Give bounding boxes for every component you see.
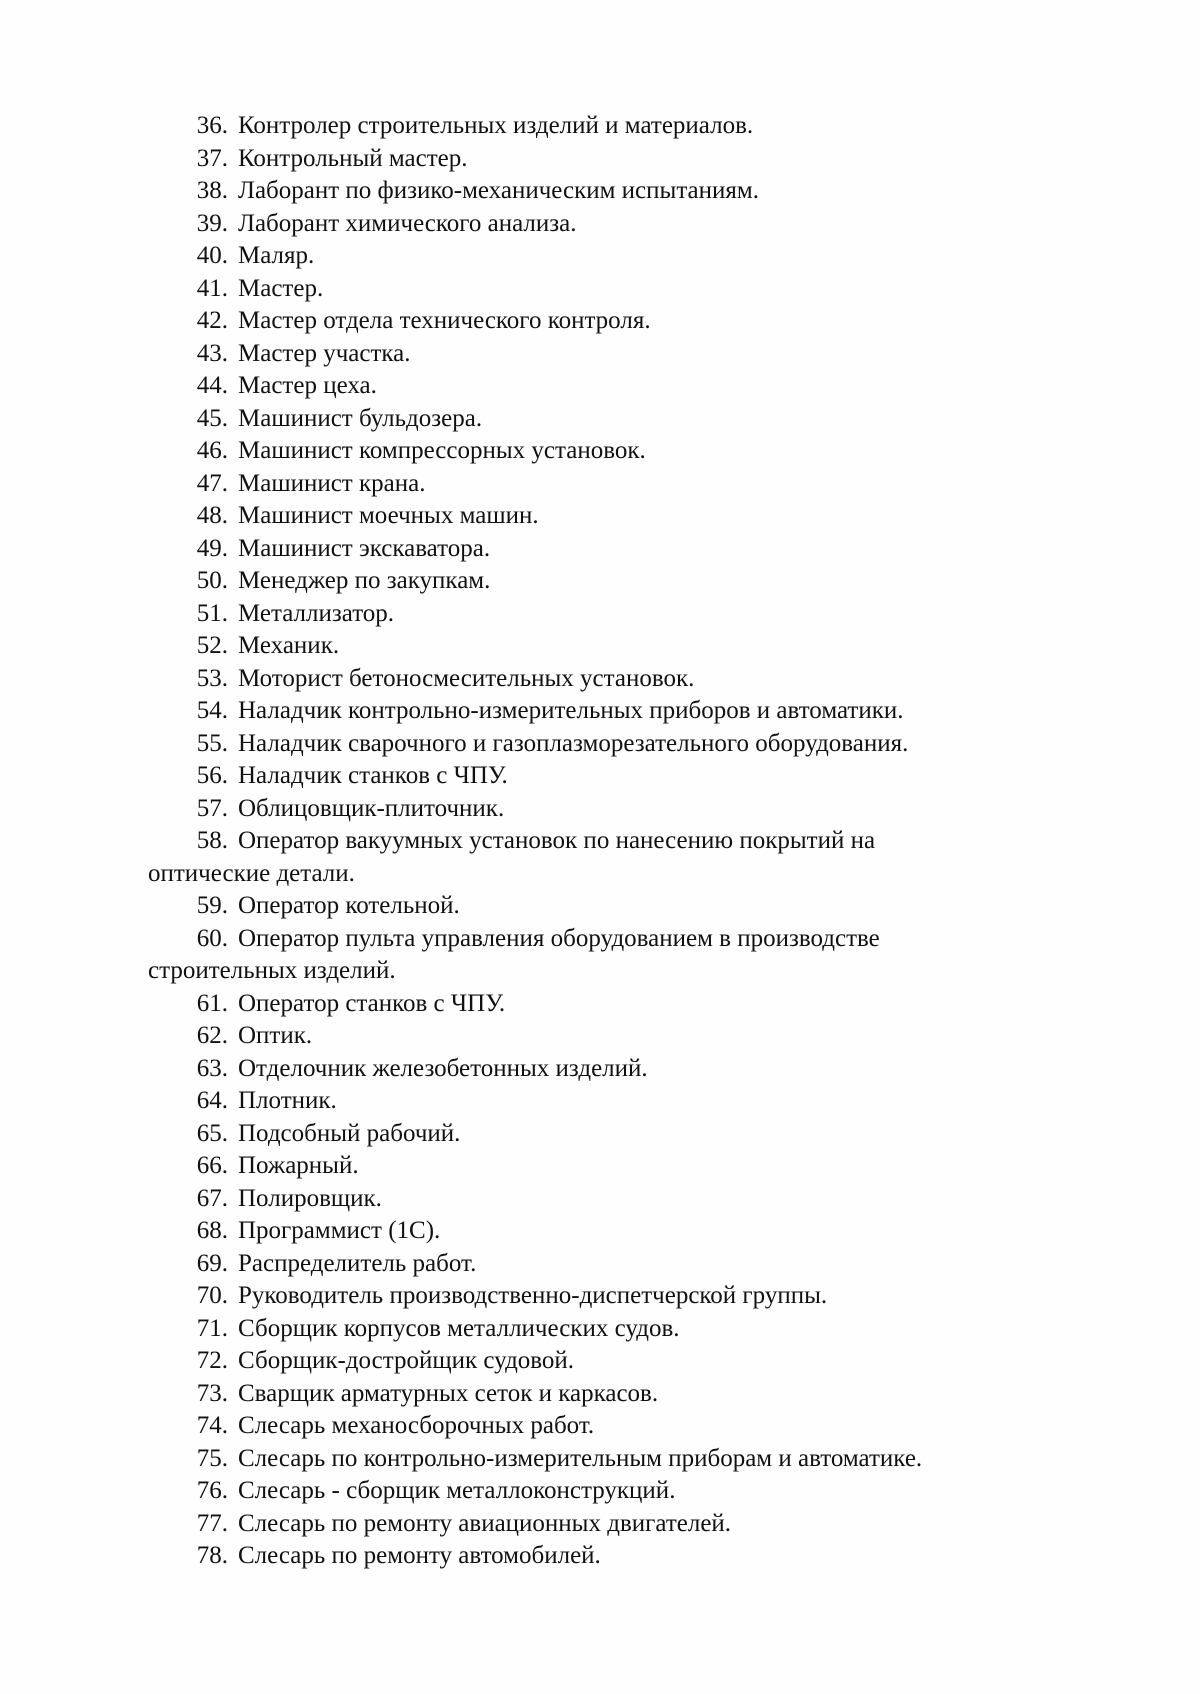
item-number: 50. [196, 567, 228, 594]
item-number: 70. [196, 1282, 228, 1309]
item-text: Отделочник железобетонных изделий. [238, 1054, 648, 1082]
list-item-line [162, 1150, 1052, 1183]
list-item-line [162, 1443, 1052, 1476]
list-item [162, 533, 1052, 566]
item-number: 43. [196, 339, 228, 367]
item-number: 65. [196, 1119, 228, 1147]
list-item [162, 695, 1052, 728]
list-item [162, 1345, 1052, 1378]
list-item-line [162, 1053, 1052, 1086]
list-item-line [162, 143, 1052, 176]
item-number: 40. [196, 242, 228, 269]
list-item-line [162, 468, 1052, 501]
list-item [162, 598, 1052, 631]
item-number: 67. [196, 1184, 228, 1212]
list-item [162, 1508, 1052, 1541]
item-text: Механик. [238, 632, 340, 659]
item-text: Мастер участка. [238, 339, 411, 367]
list-item-line [162, 598, 1052, 631]
item-text: Полировщик. [238, 1184, 382, 1212]
list-item-line [162, 208, 1052, 241]
item-text-continuation: оптические детали. [148, 859, 355, 887]
item-text: Оператор вакуумных установок по нанесению покрытий на [238, 827, 876, 854]
list-item-line [162, 630, 1052, 663]
item-number: 58. [196, 827, 228, 854]
list-item-line [162, 500, 1052, 533]
list-item-line [162, 1410, 1052, 1443]
list-item-line [162, 1508, 1052, 1541]
list-item-line [162, 1118, 1052, 1151]
list-item [162, 435, 1052, 468]
list-item-line [162, 695, 1052, 728]
list-item [162, 793, 1052, 826]
item-text: Контролер строительных изделий и материалов. [238, 112, 754, 139]
list-item [162, 175, 1052, 208]
list-item-line [162, 435, 1052, 468]
item-number: 59. [196, 892, 228, 919]
list-item-line [162, 273, 1052, 306]
list-item-line [162, 1345, 1052, 1378]
item-text: Мастер отдела технического контроля. [238, 307, 651, 334]
list-item-line [162, 663, 1052, 696]
list-item-line [162, 370, 1052, 403]
list-item-line [162, 338, 1052, 371]
item-number: 38. [196, 177, 228, 204]
list-item-line [162, 1085, 1052, 1118]
list-item-line [162, 760, 1052, 793]
list-item [162, 143, 1052, 176]
item-number: 63. [196, 1054, 228, 1082]
item-number: 60. [196, 924, 228, 952]
list-item-line [162, 1540, 1052, 1573]
item-text: Наладчик сварочного и газоплазморезательного оборудования. [238, 729, 909, 757]
list-item-line [162, 533, 1052, 566]
item-number: 53. [196, 664, 228, 692]
item-number: 52. [196, 632, 228, 659]
item-text: Наладчик контрольно-измерительных приборов и автоматики. [238, 697, 904, 724]
item-text: Оптик. [238, 1022, 313, 1049]
list-item [162, 760, 1052, 793]
list-item-line [162, 988, 1052, 1021]
list-item-line [162, 825, 1052, 858]
item-number: 73. [196, 1379, 228, 1407]
item-number: 62. [196, 1022, 228, 1049]
list-item-line [162, 923, 1052, 956]
list-item [162, 1475, 1052, 1508]
list-item [162, 1020, 1052, 1053]
item-number: 66. [196, 1152, 228, 1179]
item-text: Машинист компрессорных установок. [238, 437, 646, 464]
item-number: 61. [196, 989, 228, 1017]
item-text: Менеджер по закупкам. [238, 567, 491, 594]
item-text-continuation: строительных изделий. [148, 957, 396, 984]
list-item-line [162, 1020, 1052, 1053]
item-number: 46. [196, 437, 228, 464]
item-text: Металлизатор. [238, 599, 395, 627]
item-number: 76. [196, 1477, 228, 1504]
item-number: 39. [196, 209, 228, 237]
item-number: 42. [196, 307, 228, 334]
list-item [162, 1150, 1052, 1183]
list-item [162, 403, 1052, 436]
list-item-line [162, 1313, 1052, 1346]
list-item-line [162, 1215, 1052, 1248]
list-item [162, 370, 1052, 403]
list-item [148, 923, 1052, 988]
list-item [162, 1215, 1052, 1248]
list-item-line [162, 305, 1052, 338]
item-number: 57. [196, 794, 228, 822]
list-item [148, 825, 1052, 890]
list-item-line [162, 728, 1052, 761]
item-number: 71. [196, 1314, 228, 1342]
list-item [162, 500, 1052, 533]
list-item [162, 663, 1052, 696]
list-item-line [162, 1378, 1052, 1411]
list-item-line [162, 1183, 1052, 1216]
list-item [162, 338, 1052, 371]
list-item [162, 1540, 1052, 1573]
item-number: 41. [196, 274, 228, 302]
item-text: Мастер цеха. [238, 372, 377, 399]
item-text: Сварщик арматурных сеток и каркасов. [238, 1379, 659, 1407]
list-item-line [162, 240, 1052, 273]
list-item [162, 630, 1052, 663]
list-item-line [162, 403, 1052, 436]
item-number: 77. [196, 1509, 228, 1537]
list-item [162, 728, 1052, 761]
list-item [162, 1410, 1052, 1443]
item-number: 49. [196, 534, 228, 562]
item-text: Подсобный рабочий. [238, 1119, 461, 1147]
item-number: 54. [196, 697, 228, 724]
item-text: Руководитель производственно-диспетчерской группы. [238, 1282, 828, 1309]
list-item [162, 988, 1052, 1021]
item-text: Распределитель работ. [238, 1249, 477, 1277]
item-text: Сборщик корпусов металлических судов. [238, 1314, 680, 1342]
list-item-line [162, 1280, 1052, 1313]
item-number: 55. [196, 729, 228, 757]
list-item [162, 305, 1052, 338]
list-item [162, 565, 1052, 598]
list-item [162, 240, 1052, 273]
list-item-line [162, 565, 1052, 598]
item-text: Оператор пульта управления оборудованием в производстве [238, 924, 880, 952]
list-item [162, 1248, 1052, 1281]
item-text: Слесарь - сборщик металлоконструкций. [238, 1477, 676, 1504]
list-item [162, 1313, 1052, 1346]
item-text: Плотник. [238, 1087, 337, 1114]
item-text: Оператор котельной. [238, 892, 460, 919]
list-item-line [162, 793, 1052, 826]
item-text: Лаборант по физико-механическим испытаниям. [238, 177, 759, 204]
list-item [162, 890, 1052, 923]
item-text: Сборщик-достройщик судовой. [238, 1347, 575, 1374]
item-number: 75. [196, 1444, 228, 1472]
list-item-line [162, 175, 1052, 208]
profession-list [148, 110, 1052, 1573]
item-number: 44. [196, 372, 228, 399]
item-number: 68. [196, 1217, 228, 1244]
list-item [162, 110, 1052, 143]
item-number: 36. [196, 112, 228, 139]
list-item-line [162, 1248, 1052, 1281]
item-number: 47. [196, 469, 228, 497]
list-item [162, 1118, 1052, 1151]
item-number: 78. [196, 1542, 228, 1569]
item-number: 64. [196, 1087, 228, 1114]
list-item [162, 1085, 1052, 1118]
list-item-line [162, 890, 1052, 923]
item-text: Оператор станков с ЧПУ. [238, 989, 506, 1017]
item-number: 45. [196, 404, 228, 432]
item-number: 51. [196, 599, 228, 627]
item-number: 56. [196, 762, 228, 789]
item-number: 72. [196, 1347, 228, 1374]
item-text: Лаборант химического анализа. [238, 209, 577, 237]
item-number: 69. [196, 1249, 228, 1277]
item-text: Слесарь по контрольно-измерительным приборам и автоматике. [238, 1444, 923, 1472]
list-item [162, 208, 1052, 241]
item-number: 37. [196, 144, 228, 172]
item-text: Слесарь по ремонту автомобилей. [238, 1542, 601, 1569]
list-item [162, 1280, 1052, 1313]
item-number: 74. [196, 1412, 228, 1439]
item-text: Машинист моечных машин. [238, 502, 539, 529]
item-text: Слесарь механосборочных работ. [238, 1412, 595, 1439]
item-text: Облицовщик-плиточник. [238, 794, 505, 822]
item-text: Маляр. [238, 242, 315, 269]
list-item [162, 1443, 1052, 1476]
item-text: Моторист бетоносмесительных установок. [238, 664, 695, 692]
item-text: Машинист экскаватора. [238, 534, 491, 562]
item-text: Слесарь по ремонту авиационных двигателей. [238, 1509, 732, 1537]
list-item-line [162, 110, 1052, 143]
item-number: 48. [196, 502, 228, 529]
item-text: Контрольный мастер. [238, 144, 468, 172]
item-text: Машинист бульдозера. [238, 404, 483, 432]
list-item [162, 1053, 1052, 1086]
item-text: Мастер. [238, 274, 324, 302]
list-item [162, 273, 1052, 306]
item-text: Программист (1С). [238, 1217, 441, 1244]
item-text: Пожарный. [238, 1152, 359, 1179]
list-item [162, 468, 1052, 501]
list-item [162, 1183, 1052, 1216]
list-item-line [162, 1475, 1052, 1508]
item-text: Наладчик станков с ЧПУ. [238, 762, 508, 789]
list-item [162, 1378, 1052, 1411]
item-text: Машинист крана. [238, 469, 426, 497]
